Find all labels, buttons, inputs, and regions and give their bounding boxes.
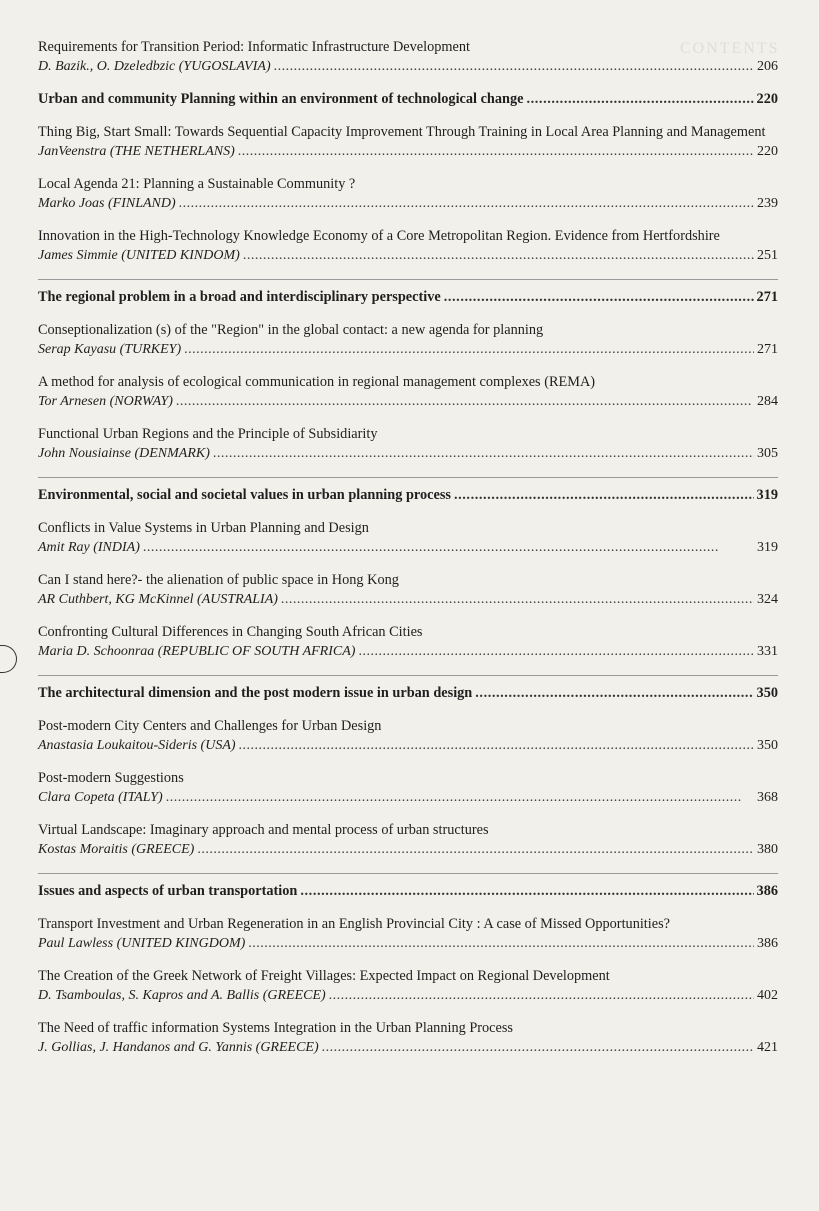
author-line bbox=[38, 642, 778, 661]
toc-entry bbox=[38, 175, 778, 213]
handwritten-mark bbox=[0, 645, 17, 673]
dot-leader bbox=[248, 934, 754, 953]
author-line bbox=[38, 840, 778, 859]
entry-authors: Tor Arnesen (NORWAY) bbox=[38, 394, 173, 409]
dot-leader bbox=[166, 788, 754, 807]
entry-authors: JanVeenstra (THE NETHERLANS) bbox=[38, 144, 235, 159]
toc-entry bbox=[38, 623, 778, 661]
entry-title: Functional Urban Regions and the Principle of Subsidiarity bbox=[38, 426, 378, 442]
author-line bbox=[38, 538, 778, 557]
page-number: 239 bbox=[757, 196, 778, 211]
page-number: 368 bbox=[757, 790, 778, 805]
page-number: 319 bbox=[756, 487, 778, 503]
page-number: 319 bbox=[757, 540, 778, 555]
dot-leader bbox=[213, 444, 754, 463]
dot-leader bbox=[526, 90, 753, 109]
dot-leader bbox=[176, 392, 754, 411]
entry-authors: Anastasia Loukaitou-Sideris (USA) bbox=[38, 738, 236, 753]
entry-title: The Creation of the Greek Network of Freight Villages: Expected Impact on Regional Development bbox=[38, 968, 610, 984]
page-number: 206 bbox=[757, 59, 778, 74]
entry-authors: Amit Ray (INDIA) bbox=[38, 540, 140, 555]
entry-title: Transport Investment and Urban Regeneration in an English Provincial City : A case of Missed Opportunities? bbox=[38, 916, 671, 932]
dot-leader bbox=[454, 486, 754, 505]
dot-leader bbox=[274, 57, 754, 76]
entry-authors: John Nousiainse (DENMARK) bbox=[38, 446, 210, 461]
page-number: 331 bbox=[757, 644, 778, 659]
entry-title: Thing Big, Start Small: Towards Sequential Capacity Improvement Through Training in Local Area Planning and Management bbox=[38, 124, 766, 140]
section-title: Urban and community Planning within an environment of technological change bbox=[38, 91, 524, 107]
entry-title: Post-modern Suggestions bbox=[38, 770, 184, 786]
page-number: 284 bbox=[757, 394, 778, 409]
author-line bbox=[38, 246, 778, 265]
toc-entry bbox=[38, 821, 778, 859]
entry-authors: D. Bazik., O. Dzeledbzic (YUGOSLAVIA) bbox=[38, 59, 271, 74]
section-title: The architectural dimension and the post modern issue in urban design bbox=[38, 685, 473, 701]
entry-authors: Maria D. Schoonraa (REPUBLIC OF SOUTH AFRICA) bbox=[38, 644, 356, 659]
toc-entry bbox=[38, 1019, 778, 1057]
toc-entry bbox=[38, 967, 778, 1005]
author-line bbox=[38, 340, 778, 359]
entry-authors: Kostas Moraitis (GREECE) bbox=[38, 842, 195, 857]
page-number: 386 bbox=[757, 936, 778, 951]
dot-leader bbox=[239, 736, 754, 755]
entry-title: Confronting Cultural Differences in Changing South African Cities bbox=[38, 624, 423, 640]
entry-title: Can I stand here?- the alienation of public space in Hong Kong bbox=[38, 572, 399, 588]
author-line bbox=[38, 590, 778, 609]
table-of-contents bbox=[38, 38, 778, 1071]
dot-leader bbox=[143, 538, 754, 557]
dot-leader bbox=[300, 882, 753, 901]
dot-leader bbox=[329, 986, 754, 1005]
entry-authors: Clara Copeta (ITALY) bbox=[38, 790, 163, 805]
page-number: 350 bbox=[757, 738, 778, 753]
page-number: 324 bbox=[757, 592, 778, 607]
dot-leader bbox=[475, 684, 753, 703]
page-number: 220 bbox=[756, 91, 778, 107]
entry-title: The Need of traffic information Systems Integration in the Urban Planning Process bbox=[38, 1020, 513, 1036]
dot-leader bbox=[444, 288, 754, 307]
toc-entry bbox=[38, 519, 778, 557]
page-number: 305 bbox=[757, 446, 778, 461]
page-number: 380 bbox=[757, 842, 778, 857]
section-heading bbox=[38, 873, 778, 901]
page-number: 271 bbox=[756, 289, 778, 305]
author-line bbox=[38, 392, 778, 411]
author-line bbox=[38, 1038, 778, 1057]
toc-entry bbox=[38, 227, 778, 265]
section-heading bbox=[38, 90, 778, 109]
entry-authors: AR Cuthbert, KG McKinnel (AUSTRALIA) bbox=[38, 592, 278, 607]
author-line bbox=[38, 736, 778, 755]
section-heading bbox=[38, 477, 778, 505]
dot-leader bbox=[243, 246, 754, 265]
entry-title: Conseptionalization (s) of the "Region" in the global contact: a new agenda for planning bbox=[38, 322, 544, 338]
dot-leader bbox=[184, 340, 754, 359]
entry-title: A method for analysis of ecological communication in regional management complexes (REMA) bbox=[38, 374, 596, 390]
author-line bbox=[38, 934, 778, 953]
author-line bbox=[38, 986, 778, 1005]
section-heading bbox=[38, 675, 778, 703]
dot-leader bbox=[322, 1038, 754, 1057]
toc-entry bbox=[38, 717, 778, 755]
author-line bbox=[38, 142, 778, 161]
author-line bbox=[38, 194, 778, 213]
section-heading bbox=[38, 279, 778, 307]
author-line bbox=[38, 444, 778, 463]
page-number: 220 bbox=[757, 144, 778, 159]
entry-authors: D. Tsamboulas, S. Kapros and A. Ballis (GREECE) bbox=[38, 988, 326, 1003]
section-title: Environmental, social and societal values in urban planning process bbox=[38, 487, 451, 503]
dot-leader bbox=[358, 642, 754, 661]
toc-entry bbox=[38, 38, 778, 76]
entry-title: Innovation in the High-Technology Knowledge Economy of a Core Metropolitan Region. Evidence from Hertfordshire bbox=[38, 228, 720, 244]
bleed-through-text: CONTENTS bbox=[680, 40, 780, 57]
page-number: 271 bbox=[757, 342, 778, 357]
page-number: 350 bbox=[756, 685, 778, 701]
page-number: 402 bbox=[757, 988, 778, 1003]
toc-entry bbox=[38, 321, 778, 359]
dot-leader bbox=[238, 142, 754, 161]
toc-entry bbox=[38, 571, 778, 609]
entry-authors: J. Gollias, J. Handanos and G. Yannis (GREECE) bbox=[38, 1040, 319, 1055]
entry-title: Virtual Landscape: Imaginary approach and mental process of urban structures bbox=[38, 822, 489, 838]
entry-title: Requirements for Transition Period: Informatic Infrastructure Development bbox=[38, 39, 470, 55]
entry-authors: Marko Joas (FINLAND) bbox=[38, 196, 176, 211]
entry-title: Post-modern City Centers and Challenges for Urban Design bbox=[38, 718, 382, 734]
toc-entry bbox=[38, 373, 778, 411]
entry-authors: James Simmie (UNITED KINDOM) bbox=[38, 248, 240, 263]
author-line bbox=[38, 788, 778, 807]
entry-authors: Serap Kayasu (TURKEY) bbox=[38, 342, 182, 357]
toc-entry bbox=[38, 123, 778, 161]
page-number: 251 bbox=[757, 248, 778, 263]
dot-leader bbox=[281, 590, 754, 609]
page-number: 421 bbox=[757, 1040, 778, 1055]
dot-leader bbox=[197, 840, 754, 859]
entry-title: Conflicts in Value Systems in Urban Planning and Design bbox=[38, 520, 369, 536]
section-title: Issues and aspects of urban transportation bbox=[38, 883, 298, 899]
section-title: The regional problem in a broad and interdisciplinary perspective bbox=[38, 289, 441, 305]
entry-title: Local Agenda 21: Planning a Sustainable Community ? bbox=[38, 176, 356, 192]
dot-leader bbox=[179, 194, 754, 213]
toc-entry bbox=[38, 915, 778, 953]
toc-entry bbox=[38, 425, 778, 463]
author-line bbox=[38, 57, 778, 76]
toc-entry bbox=[38, 769, 778, 807]
page-number: 386 bbox=[756, 883, 778, 899]
entry-authors: Paul Lawless (UNITED KINGDOM) bbox=[38, 936, 246, 951]
